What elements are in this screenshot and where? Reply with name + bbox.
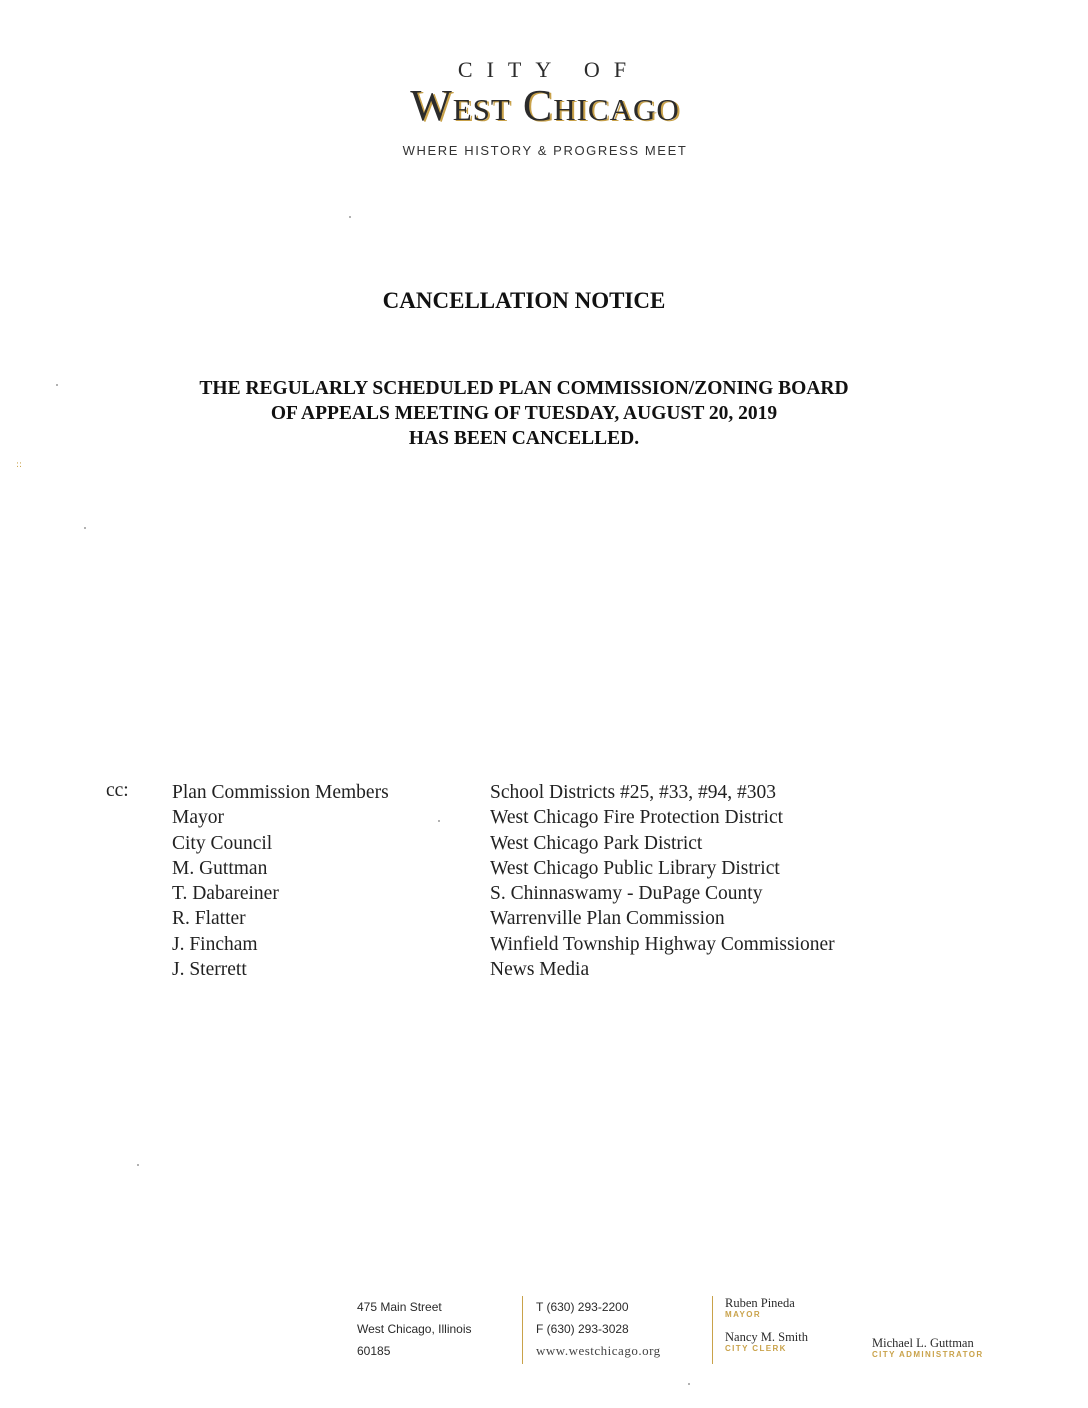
city-logo — [300, 58, 790, 130]
logo-top-text: CITY OF — [457, 57, 641, 82]
notice-title: CANCELLATION NOTICE — [382, 288, 666, 313]
clerk-title: CITY CLERK — [725, 1344, 787, 1353]
footer-contact — [522, 1296, 661, 1364]
cc-recipient: J. Fincham — [172, 933, 258, 955]
footer-administrator — [872, 1336, 984, 1360]
cc-recipient: City Council — [172, 832, 273, 854]
address-line: 60185 — [357, 1344, 391, 1358]
tagline: WHERE HISTORY & PROGRESS MEET — [402, 143, 688, 158]
scan-speck — [56, 384, 58, 386]
mayor-name: Ruben Pineda — [725, 1296, 795, 1310]
cc-recipient: T. Dabareiner — [172, 883, 279, 905]
cc-label: cc: — [106, 780, 129, 801]
scan-speck — [688, 1383, 690, 1385]
cc-recipient: J. Sterrett — [172, 959, 247, 981]
cc-list-right — [490, 780, 835, 982]
notice-line: HAS BEEN CANCELLED. — [408, 428, 640, 449]
scan-mark: :: — [16, 460, 23, 470]
notice-line: THE REGULARLY SCHEDULED PLAN COMMISSION/ZONING BOARD — [199, 378, 849, 399]
cc-recipient: School Districts #25, #33, #94, #303 — [490, 782, 776, 803]
address-line: West Chicago, Illinois — [357, 1322, 472, 1336]
address-line: 475 Main Street — [357, 1300, 442, 1314]
fax-number: F (630) 293-3028 — [536, 1322, 629, 1336]
cc-recipient: West Chicago Park District — [490, 832, 703, 854]
cc-recipient: West Chicago Public Library District — [490, 857, 780, 879]
footer-address — [357, 1296, 472, 1362]
cc-list-left — [172, 780, 389, 982]
footer-officials — [712, 1296, 808, 1364]
notice-body — [0, 376, 1048, 451]
scan-speck — [349, 216, 351, 218]
clerk-block — [725, 1330, 808, 1354]
cc-recipient: R. Flatter — [172, 908, 246, 930]
notice-line: OF APPEALS MEETING OF TUESDAY, AUGUST 20, 2019 — [270, 403, 778, 424]
admin-name: Michael L. Guttman — [872, 1336, 974, 1350]
website-link[interactable]: www.westchicago.org — [536, 1343, 661, 1358]
scan-speck — [84, 527, 86, 529]
cc-recipient: Mayor — [172, 807, 224, 829]
cc-recipient: Plan Commission Members — [172, 782, 389, 803]
phone-number: T (630) 293-2200 — [536, 1300, 629, 1314]
mayor-block — [725, 1296, 808, 1320]
clerk-name: Nancy M. Smith — [725, 1330, 808, 1344]
scan-speck — [438, 820, 440, 822]
cc-recipient: Warrenville Plan Commission — [490, 908, 725, 930]
cc-recipient: M. Guttman — [172, 857, 268, 879]
cc-recipient: News Media — [490, 959, 590, 981]
mayor-title: MAYOR — [725, 1310, 762, 1319]
scan-speck — [137, 1164, 139, 1166]
logo-main-text: West Chicago — [410, 81, 680, 130]
cc-recipient: S. Chinnaswamy - DuPage County — [490, 883, 763, 905]
admin-title: CITY ADMINISTRATOR — [872, 1350, 984, 1359]
cc-recipient: Winfield Township Highway Commissioner — [490, 933, 835, 955]
cc-recipient: West Chicago Fire Protection District — [490, 807, 784, 829]
